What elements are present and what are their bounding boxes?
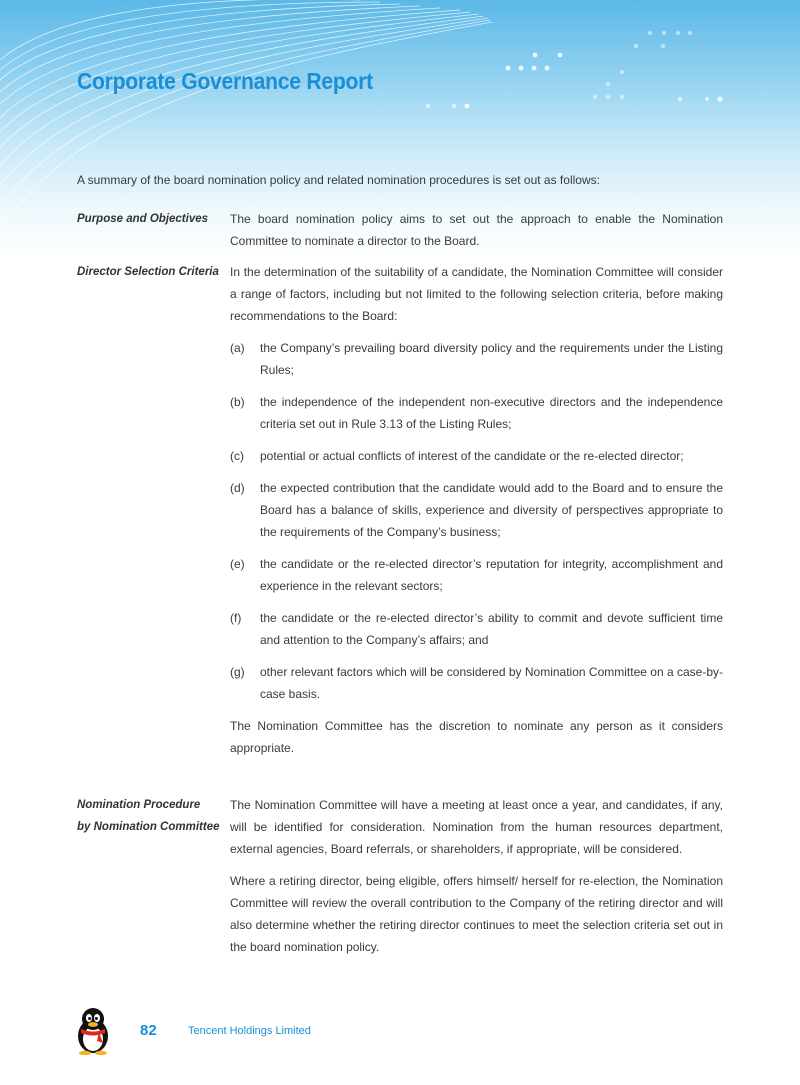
- criteria-text: the independence of the independent non-executive directors and the independence criteria set out in Rule 3.13 of the Listing Rules;: [260, 395, 723, 431]
- criteria-item-d: [230, 477, 723, 543]
- criteria-letter: (a): [230, 341, 245, 355]
- paragraph: In the determination of the suitability of a candidate, the Nomination Committee will consider a range of factors, including but not limited to the following selection criteria, before making recommendations to the Board:: [230, 265, 723, 323]
- section-label: Purpose and Objectives: [77, 213, 209, 225]
- section-label: [77, 794, 227, 838]
- criteria-text: the candidate or the re-elected director’s ability to commit and devote sufficient time and attention to the Company’s affairs; and: [260, 611, 723, 647]
- section-body: [230, 208, 723, 262]
- section-label-line: by Nomination Committee: [77, 821, 220, 833]
- criteria-letter: (f): [230, 611, 242, 625]
- criteria-letter: (c): [230, 449, 244, 463]
- paragraph: Where a retiring director, being eligible, offers himself/ herself for re-election, the Nomination Committee will review the overall contribution to the Company of the retiring director and will also determine whether the retiring director continues to meet the selection criteria set out in the board nomination policy.: [230, 874, 723, 954]
- page-number: 82: [140, 1022, 157, 1039]
- penguin-mascot-icon: [72, 1005, 114, 1055]
- criteria-text: potential or actual conflicts of interest of the candidate or the re-elected director;: [260, 449, 684, 463]
- section-body: [230, 794, 723, 968]
- section-label: Director Selection Criteria: [77, 266, 219, 278]
- criteria-text: the candidate or the re-elected director’s reputation for integrity, accomplishment and experience in the relevant sectors;: [260, 557, 723, 593]
- criteria-list: [230, 337, 723, 705]
- company-name: Tencent Holdings Limited: [188, 1025, 311, 1037]
- criteria-text: the expected contribution that the candidate would add to the Board and to ensure the Board has a balance of skills, experience and diversity of perspectives appropriate to the requirements of the Company’s business;: [260, 481, 723, 539]
- section-label-line: Nomination Procedure: [77, 799, 201, 811]
- criteria-letter: (d): [230, 481, 245, 495]
- section-body: [230, 261, 723, 769]
- criteria-letter: (b): [230, 395, 245, 409]
- intro-text: A summary of the board nomination policy and related nomination procedures is set out as follows:: [77, 173, 600, 187]
- paragraph: The Nomination Committee has the discretion to nominate any person as it considers appropriate.: [230, 719, 723, 755]
- paragraph: The board nomination policy aims to set out the approach to enable the Nomination Committee to nominate a director to the Board.: [230, 212, 723, 248]
- criteria-letter: (e): [230, 557, 245, 571]
- page-title: Corporate Governance Report: [77, 68, 373, 94]
- criteria-letter: (g): [230, 665, 245, 679]
- criteria-item-a: [230, 337, 723, 381]
- criteria-item-e: [230, 553, 723, 597]
- criteria-text: the Company’s prevailing board diversity policy and the requirements under the Listing Rules;: [260, 341, 723, 377]
- paragraph: The Nomination Committee will have a meeting at least once a year, and candidates, if any, will be identified for consideration. Nomination from the human resources department, external agencies, Board referrals, or shareholders, if appropriate, will be considered.: [230, 798, 723, 856]
- criteria-item-g: [230, 661, 723, 705]
- criteria-text: other relevant factors which will be considered by Nomination Committee on a case-by-case basis.: [260, 665, 723, 701]
- criteria-item-c: [230, 445, 723, 467]
- criteria-item-b: [230, 391, 723, 435]
- criteria-item-f: [230, 607, 723, 651]
